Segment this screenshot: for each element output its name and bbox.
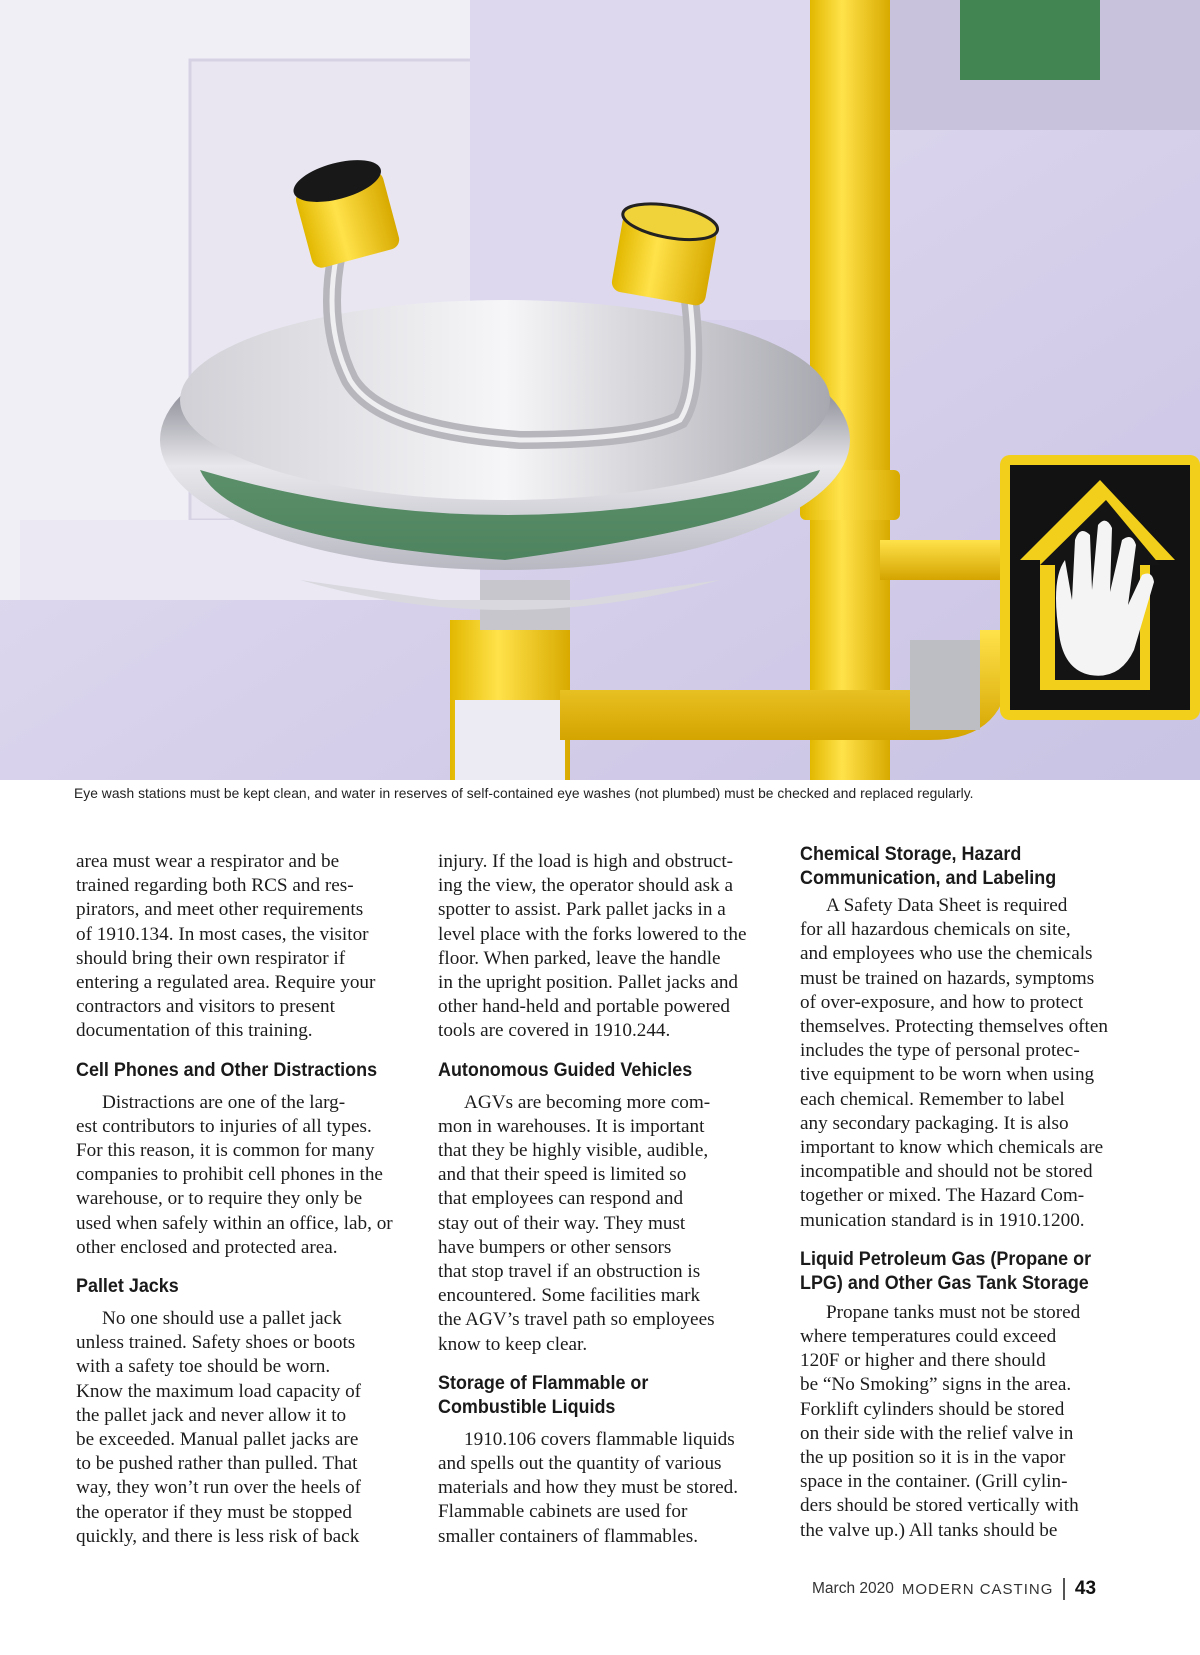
- column-3: [800, 842, 1130, 1543]
- heading-lpg-storage: Liquid Petroleum Gas (Propane or LPG) and Other Gas Tank Storage: [800, 1247, 1092, 1294]
- column-2: [438, 850, 768, 1549]
- photo-caption: Eye wash stations must be kept clean, and water in reserves of self-contained eye washes (not plumbed) must be checked and replaced regularly.: [74, 786, 974, 801]
- col2-intro: injury. If the load is high and obstruct- ing the view, the operator should ask a spotter to assist. Park pallet jacks in a level place with the forks lowered to the floor. When parked, leave the handle in the upright position. Pallet jacks and other hand-held and portable powered tools are covered in 1910.244.: [438, 851, 747, 1042]
- heading-cell-phones: Cell Phones and Other Distractions: [76, 1058, 378, 1081]
- eye-wash-station-photo: [0, 0, 1200, 780]
- page-footer: [812, 1578, 1128, 1600]
- column-1: [76, 850, 406, 1549]
- col1-paragraph-1: Distractions are one of the larg- est contributors to injuries of all types. For this reason, it is common for many companies to prohibit cell phones in the warehouse, or to require they only be used when safely within an office, lab, or other enclosed and protected area.: [76, 1091, 393, 1258]
- col2-paragraph-1: AGVs are becoming more com- mon in warehouses. It is important that they be highly visible, audible, and that their speed is limited so that employees can respond and stay out of their way. They must have bumpers or other sensors that stop travel if an obstruction is encountered. Some facilities mark the AGV’s travel path so employees know to keep clear.: [438, 1091, 715, 1355]
- heading-chemical-storage: Chemical Storage, Hazard Communication, and Labeling: [800, 843, 1057, 889]
- col3-paragraph-2: Propane tanks must not be stored where temperatures could exceed 120F or higher and there should be “No Smoking” signs in the area. Forklift cylinders should be stored on their side with the relief valve in the up position so it is in the vapor space in the container. (Grill cylin- ders should be stored vertically with the valve up.) All tanks should be: [800, 1301, 1081, 1541]
- footer-divider: [1063, 1578, 1065, 1600]
- heading-agv: Autonomous Guided Vehicles: [438, 1058, 693, 1081]
- heading-pallet-jacks: Pallet Jacks: [76, 1275, 179, 1298]
- hand-push-arrow-icon: [1000, 455, 1200, 720]
- col3-paragraph-1: A Safety Data Sheet is required for all hazardous chemicals on site, and employees who use the chemicals must be trained on hazards, symptoms of over-exposure, and how to protect themselves. Protecting themselves often includes the type of personal protec- tive equipment to be worn when using each chemical. Remember to label any secondary packaging. It is also important to know which chemicals are incompatible and should not be stored together or mixed. The Hazard Com- munication standard is in 1910.1200.: [800, 895, 1108, 1231]
- col1-paragraph-2: No one should use a pallet jack unless trained. Safety shoes or boots with a safety toe should be worn. Know the maximum load capacity of the pallet jack and never allow it to be exceeded. Manual pallet jacks are to be pushed rather than pulled. That way, they won’t run over the heels of the operator if they must be stopped quickly, and there is less risk of back: [76, 1308, 362, 1547]
- magazine-title: MODERN CASTING: [901, 1580, 1054, 1598]
- col2-paragraph-2: 1910.106 covers flammable liquids and spells out the quantity of various materials and how they must be stored. Flammable cabinets are used for smaller containers of flammables.: [438, 1428, 739, 1547]
- page-number: 43: [1074, 1578, 1097, 1599]
- col1-intro: area must wear a respirator and be trained regarding both RCS and res- pirators, and meet other requirements of 1910.134. In most cases, the visitor should bring their own respirator if entering a regulated area. Require your contractors and visitors to present documentation of this training.: [76, 851, 376, 1042]
- heading-flammable-liquids: Storage of Flammable or Combustible Liquids: [438, 1371, 649, 1418]
- issue-date: March 2020: [812, 1580, 894, 1597]
